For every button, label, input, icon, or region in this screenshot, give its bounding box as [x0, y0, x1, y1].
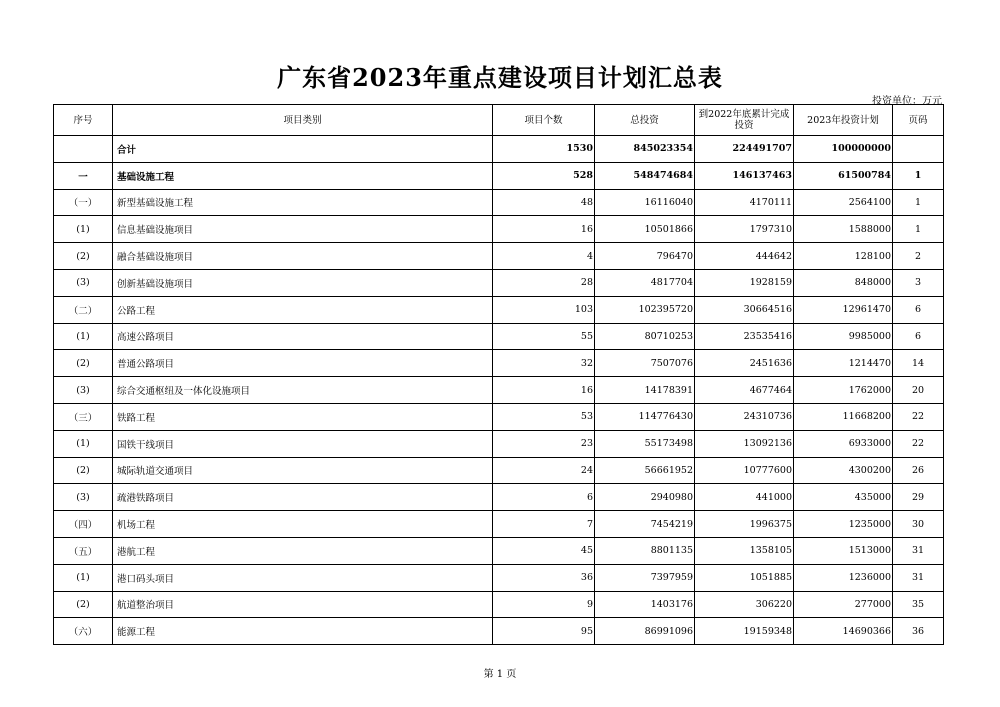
- row-page: 31: [893, 537, 944, 564]
- row-plan-investment: 61500784: [794, 162, 893, 189]
- table-body: [54, 136, 944, 645]
- row-count: 32: [493, 350, 595, 377]
- header-plan: 2023年投资计划: [794, 105, 893, 136]
- table-row: [54, 537, 944, 564]
- row-number: （五）: [54, 537, 113, 564]
- row-total-investment: 16116040: [595, 189, 695, 216]
- row-page: 36: [893, 618, 944, 645]
- table-row: [54, 323, 944, 350]
- table-row: [54, 162, 944, 189]
- row-number: （二）: [54, 296, 113, 323]
- table-row: [54, 564, 944, 591]
- row-category: 创新基础设施项目: [113, 269, 493, 296]
- row-cumulative-investment: 1051885: [695, 564, 794, 591]
- table-row: [54, 269, 944, 296]
- row-count: 1530: [493, 136, 595, 163]
- table-row: [54, 591, 944, 618]
- row-count: 103: [493, 296, 595, 323]
- row-plan-investment: 100000000: [794, 136, 893, 163]
- row-number: 一: [54, 162, 113, 189]
- row-count: 16: [493, 216, 595, 243]
- row-total-investment: 548474684: [595, 162, 695, 189]
- row-number: (1): [54, 216, 113, 243]
- row-category: 高速公路项目: [113, 323, 493, 350]
- table-row: [54, 511, 944, 538]
- row-number: (2): [54, 243, 113, 270]
- page-title: 广东省2023年重点建设项目计划汇总表: [277, 63, 723, 92]
- row-count: 48: [493, 189, 595, 216]
- row-cumulative-investment: 23535416: [695, 323, 794, 350]
- row-total-investment: 80710253: [595, 323, 695, 350]
- row-page: 31: [893, 564, 944, 591]
- header-page: 页码: [893, 105, 944, 136]
- header-category: 项目类别: [113, 105, 493, 136]
- row-category: 铁路工程: [113, 403, 493, 430]
- page-footer: 第 1 页: [483, 669, 517, 680]
- row-count: 528: [493, 162, 595, 189]
- row-count: 36: [493, 564, 595, 591]
- row-category: 综合交通枢纽及一体化设施项目: [113, 377, 493, 404]
- table-row: [54, 296, 944, 323]
- row-count: 53: [493, 403, 595, 430]
- row-count: 4: [493, 243, 595, 270]
- row-category: 机场工程: [113, 511, 493, 538]
- row-category: 城际轨道交通项目: [113, 457, 493, 484]
- row-page: 22: [893, 403, 944, 430]
- row-number: (2): [54, 350, 113, 377]
- row-count: 6: [493, 484, 595, 511]
- row-count: 24: [493, 457, 595, 484]
- row-number: (2): [54, 457, 113, 484]
- row-plan-investment: 1762000: [794, 377, 893, 404]
- row-category: 公路工程: [113, 296, 493, 323]
- row-category: 新型基础设施工程: [113, 189, 493, 216]
- row-plan-investment: 12961470: [794, 296, 893, 323]
- row-cumulative-investment: 4677464: [695, 377, 794, 404]
- header-total: 总投资: [595, 105, 695, 136]
- row-page: 26: [893, 457, 944, 484]
- row-count: 23: [493, 430, 595, 457]
- row-plan-investment: 1588000: [794, 216, 893, 243]
- row-category: 基础设施工程: [113, 162, 493, 189]
- row-category: 疏港铁路项目: [113, 484, 493, 511]
- table-row: [54, 618, 944, 645]
- row-plan-investment: 1235000: [794, 511, 893, 538]
- header-no: 序号: [54, 105, 113, 136]
- table-row: [54, 484, 944, 511]
- header-count: 项目个数: [493, 105, 595, 136]
- row-page: 1: [893, 162, 944, 189]
- row-count: 28: [493, 269, 595, 296]
- row-cumulative-investment: 444642: [695, 243, 794, 270]
- row-page: 29: [893, 484, 944, 511]
- row-total-investment: 55173498: [595, 430, 695, 457]
- table-row: [54, 377, 944, 404]
- row-total-investment: 10501866: [595, 216, 695, 243]
- row-cumulative-investment: 4170111: [695, 189, 794, 216]
- row-count: 95: [493, 618, 595, 645]
- row-total-investment: 7397959: [595, 564, 695, 591]
- row-category: 港口码头项目: [113, 564, 493, 591]
- row-number: (3): [54, 269, 113, 296]
- row-cumulative-investment: 10777600: [695, 457, 794, 484]
- row-plan-investment: 435000: [794, 484, 893, 511]
- row-page: 20: [893, 377, 944, 404]
- row-number: (3): [54, 377, 113, 404]
- row-plan-investment: 277000: [794, 591, 893, 618]
- row-count: 9: [493, 591, 595, 618]
- table-row: [54, 457, 944, 484]
- row-total-investment: 845023354: [595, 136, 695, 163]
- row-page: 6: [893, 296, 944, 323]
- row-cumulative-investment: 24310736: [695, 403, 794, 430]
- row-page: 22: [893, 430, 944, 457]
- row-number: （四）: [54, 511, 113, 538]
- row-page: 1: [893, 189, 944, 216]
- row-count: 45: [493, 537, 595, 564]
- row-cumulative-investment: 1928159: [695, 269, 794, 296]
- row-cumulative-investment: 1358105: [695, 537, 794, 564]
- row-category: 航道整治项目: [113, 591, 493, 618]
- row-page: 14: [893, 350, 944, 377]
- row-total-investment: 8801135: [595, 537, 695, 564]
- unit-note: 投资单位：万元: [872, 96, 942, 107]
- row-category: 合计: [113, 136, 493, 163]
- table-row: [54, 243, 944, 270]
- row-cumulative-investment: 306220: [695, 591, 794, 618]
- header-cumulative: 到2022年底累计完成投资: [695, 105, 794, 136]
- row-plan-investment: 14690366: [794, 618, 893, 645]
- table-row: [54, 350, 944, 377]
- table-row: [54, 430, 944, 457]
- row-total-investment: 86991096: [595, 618, 695, 645]
- row-number: [54, 136, 113, 163]
- row-cumulative-investment: 2451636: [695, 350, 794, 377]
- table-row: [54, 216, 944, 243]
- row-plan-investment: 1214470: [794, 350, 893, 377]
- table-row: [54, 189, 944, 216]
- row-cumulative-investment: 146137463: [695, 162, 794, 189]
- row-plan-investment: 4300200: [794, 457, 893, 484]
- row-cumulative-investment: 1797310: [695, 216, 794, 243]
- row-count: 55: [493, 323, 595, 350]
- row-page: 6: [893, 323, 944, 350]
- row-count: 16: [493, 377, 595, 404]
- row-plan-investment: 6933000: [794, 430, 893, 457]
- row-total-investment: 114776430: [595, 403, 695, 430]
- row-cumulative-investment: 13092136: [695, 430, 794, 457]
- row-total-investment: 2940980: [595, 484, 695, 511]
- table-header-row: [54, 105, 944, 136]
- row-total-investment: 56661952: [595, 457, 695, 484]
- row-number: (2): [54, 591, 113, 618]
- row-category: 融合基础设施项目: [113, 243, 493, 270]
- row-total-investment: 7507076: [595, 350, 695, 377]
- row-page: 3: [893, 269, 944, 296]
- row-page: 2: [893, 243, 944, 270]
- row-plan-investment: 11668200: [794, 403, 893, 430]
- row-cumulative-investment: 30664516: [695, 296, 794, 323]
- row-page: [893, 136, 944, 163]
- row-number: (3): [54, 484, 113, 511]
- row-page: 30: [893, 511, 944, 538]
- row-plan-investment: 1236000: [794, 564, 893, 591]
- row-category: 能源工程: [113, 618, 493, 645]
- row-number: (1): [54, 564, 113, 591]
- row-cumulative-investment: 441000: [695, 484, 794, 511]
- table-row: [54, 136, 944, 163]
- row-number: （一）: [54, 189, 113, 216]
- row-total-investment: 14178391: [595, 377, 695, 404]
- row-plan-investment: 2564100: [794, 189, 893, 216]
- row-total-investment: 1403176: [595, 591, 695, 618]
- row-number: (1): [54, 323, 113, 350]
- row-total-investment: 4817704: [595, 269, 695, 296]
- row-total-investment: 7454219: [595, 511, 695, 538]
- row-page: 1: [893, 216, 944, 243]
- row-category: 信息基础设施项目: [113, 216, 493, 243]
- row-category: 普通公路项目: [113, 350, 493, 377]
- row-cumulative-investment: 19159348: [695, 618, 794, 645]
- row-number: （六）: [54, 618, 113, 645]
- row-count: 7: [493, 511, 595, 538]
- row-total-investment: 102395720: [595, 296, 695, 323]
- row-plan-investment: 1513000: [794, 537, 893, 564]
- row-category: 国铁干线项目: [113, 430, 493, 457]
- row-number: （三）: [54, 403, 113, 430]
- row-page: 35: [893, 591, 944, 618]
- table-row: [54, 403, 944, 430]
- summary-table: [53, 104, 944, 645]
- row-category: 港航工程: [113, 537, 493, 564]
- row-plan-investment: 848000: [794, 269, 893, 296]
- row-plan-investment: 9985000: [794, 323, 893, 350]
- row-number: (1): [54, 430, 113, 457]
- row-total-investment: 796470: [595, 243, 695, 270]
- row-plan-investment: 128100: [794, 243, 893, 270]
- row-cumulative-investment: 224491707: [695, 136, 794, 163]
- row-cumulative-investment: 1996375: [695, 511, 794, 538]
